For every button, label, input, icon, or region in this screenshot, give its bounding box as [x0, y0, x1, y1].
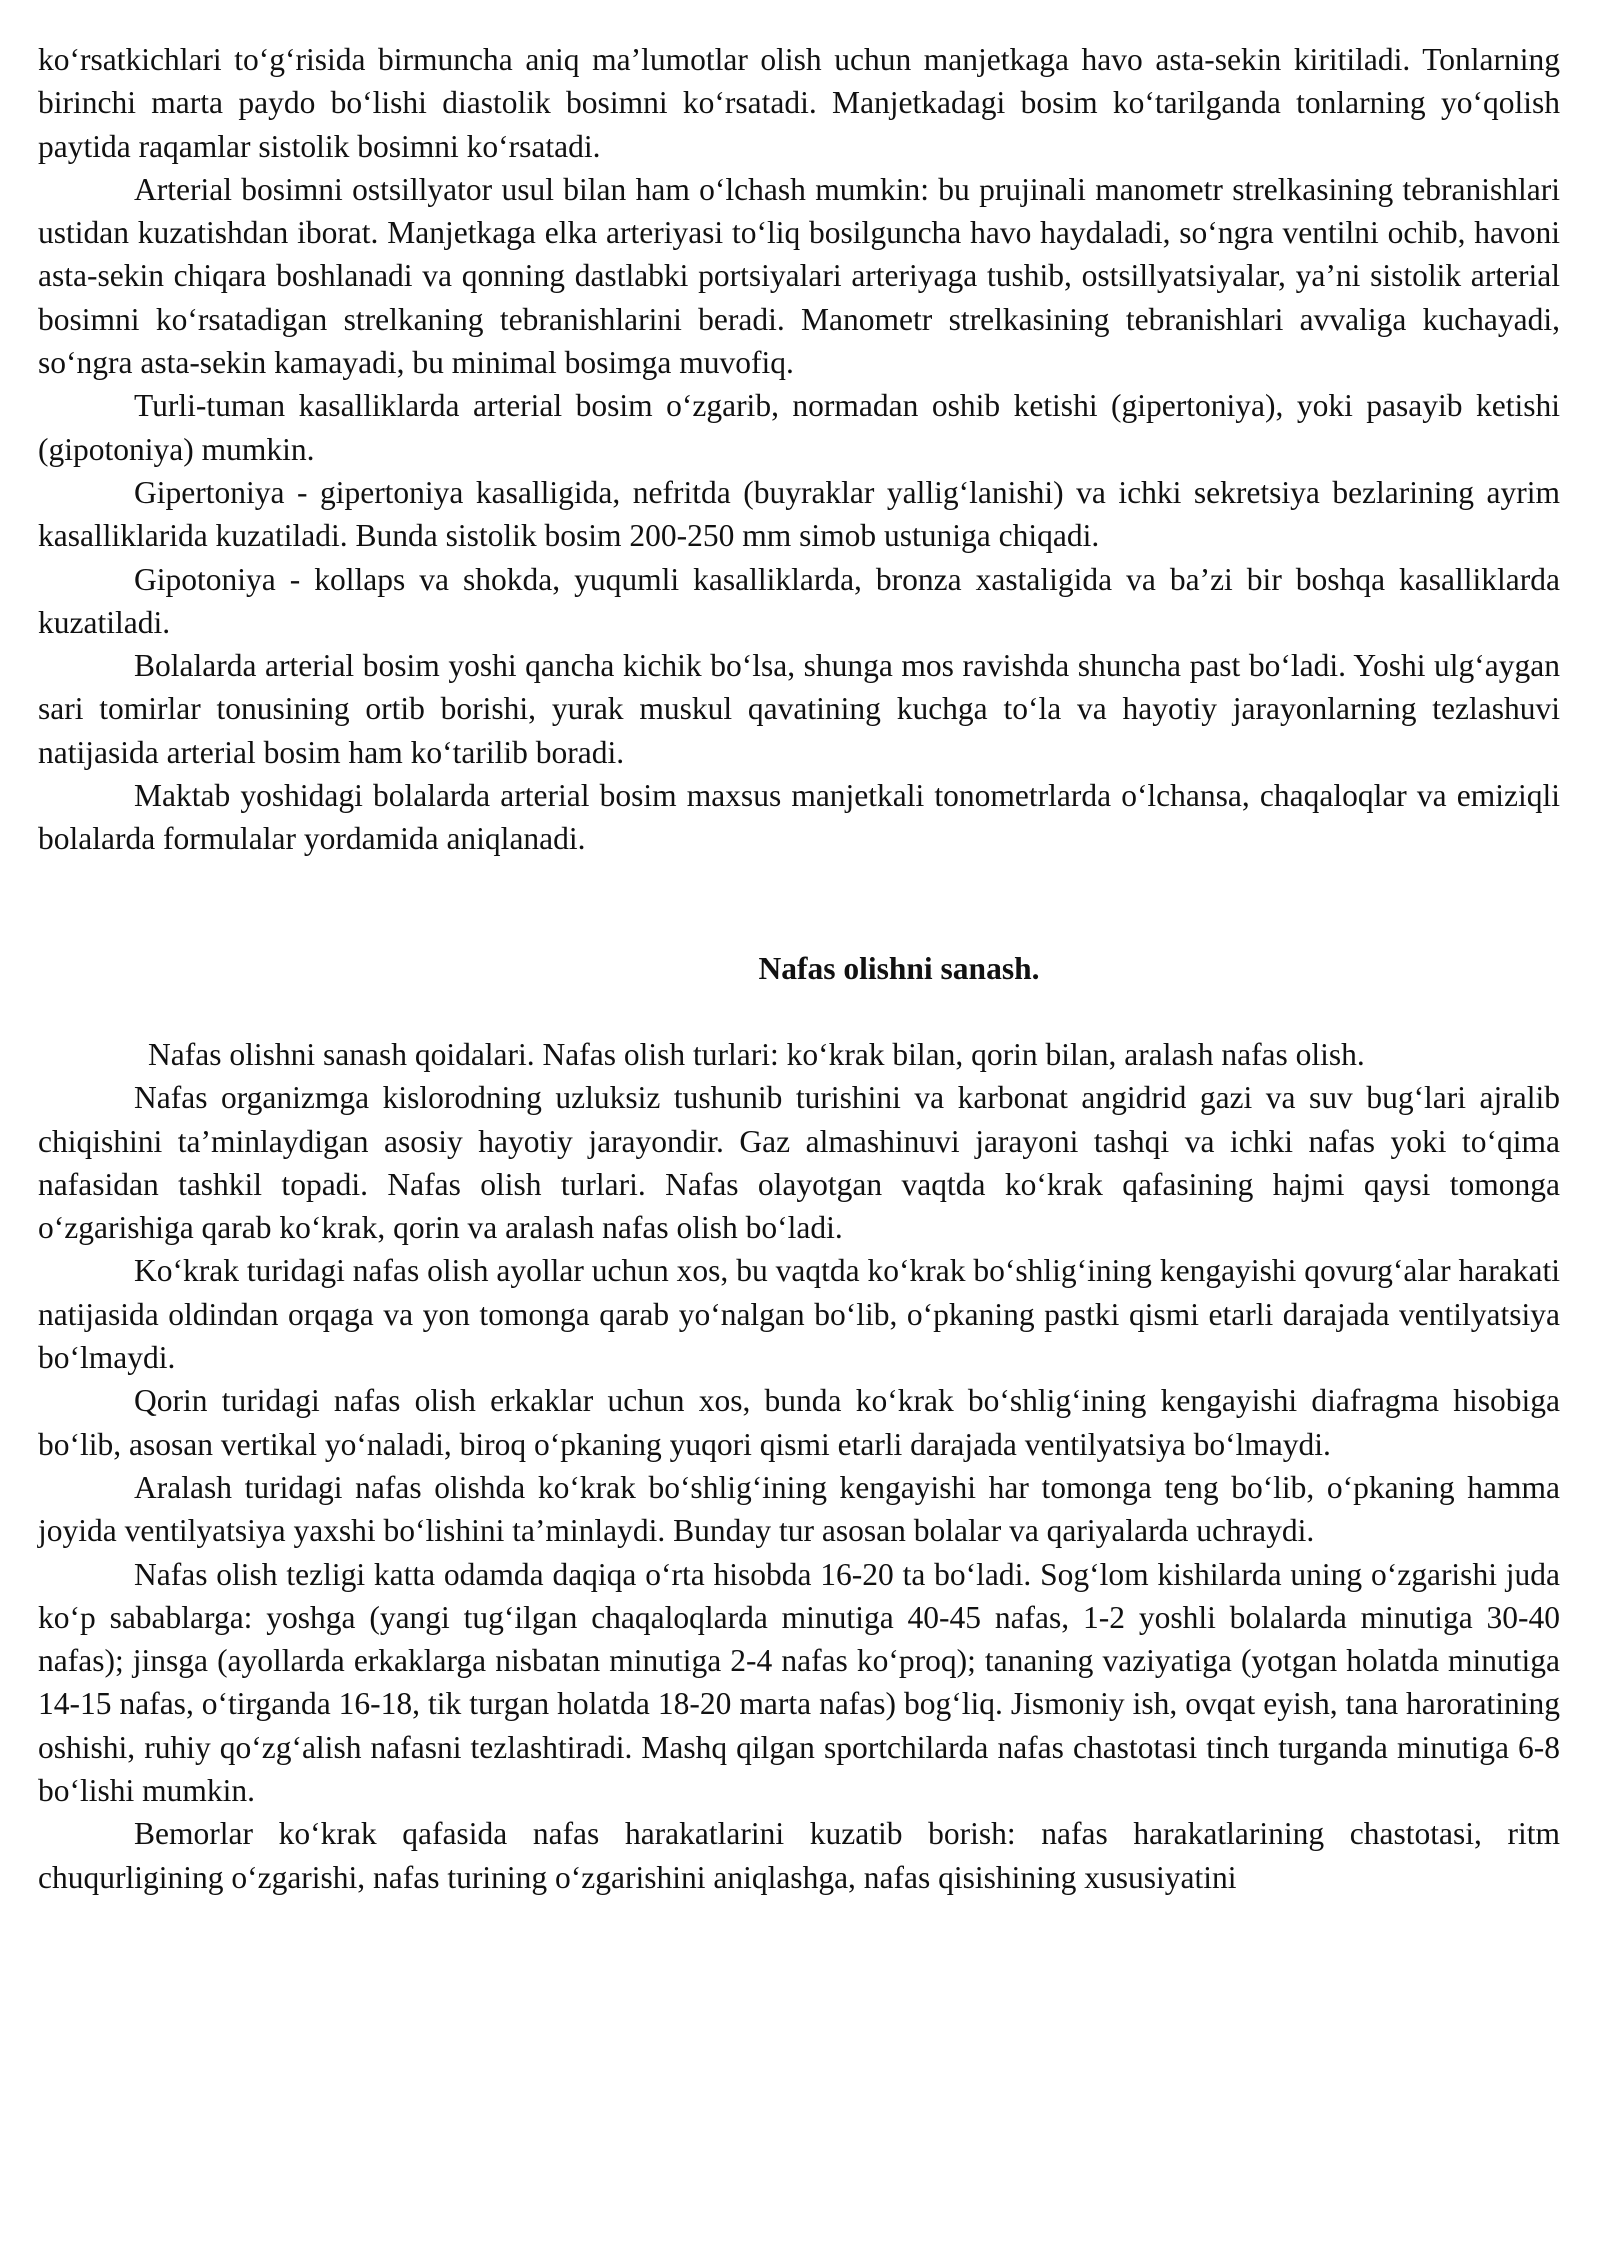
heading-spacer [38, 990, 1560, 1033]
paragraph-chest-breathing: Ko‘krak turidagi nafas olish ayollar uchun xos, bu vaqtda ko‘krak bo‘shlig‘ining kengayishi qovurg‘alar harakati natijasida oldindan orqaga va yon tomonga qarab yo‘nalgan bo‘lib, o‘pkaning pastki qismi etarli darajada ventilyatsiya bo‘lmaydi. [38, 1253, 1560, 1376]
paragraph-mixed-breathing: Aralash turidagi nafas olishda ko‘krak bo‘shlig‘ining kengayishi har tomonga teng bo‘lib, o‘pkaning hamma joyida ventilyatsiya yaxshi bo‘lishini ta’minlaydi. Bunday tur asosan bolalar va qariyalarda uchraydi. [38, 1469, 1560, 1549]
paragraph-counting-rules: Nafas olishni sanash qoidalari. Nafas olish turlari: ko‘krak bilan, qorin bilan, aralash nafas olish. [148, 1036, 1365, 1072]
paragraph-breathing-rate: Nafas olish tezligi katta odamda daqiqa o‘rta hisobda 16-20 ta bo‘ladi. Sog‘lom kishilarda uning o‘zgarishi juda ko‘p sabablarga: yoshga (yangi tug‘ilgan chaqaloqlarda minutiga 40-45 nafas, 1-2 yoshli bolalarda minutiga 30-40 nafas); jinsga (ayollarda erkaklarga nisbatan minutiga 2-4 nafas ko‘proq); tananing vaziyatiga (yotgan holatda minutiga 14-15 nafas, o‘tirganda 16-18, tik turgan holatda 18-20 marta nafas) bog‘liq. Jismoniy ish, ovqat eyish, tana haroratining oshishi, ruhiy qo‘zg‘alish nafasni tezlashtiradi. Mashq qilgan sportchilarda nafas chastotasi tinch turganda minutiga 6-8 bo‘lishi mumkin. [38, 1556, 1560, 1808]
paragraph-breathing-definition: Nafas organizmga kislorodning uzluksiz tushunib turishini va karbonat angidrid gazi va suv bug‘lari ajralib chiqishini ta’minlaydigan asosiy hayotiy jarayondir. Gaz almashinuvi jarayoni tashqi va ichki nafas yoki to‘qima nafasidan tashkil topadi. Nafas olish turlari. Nafas olayotgan vaqtda ko‘krak qafasining hajmi qaysi tomonga o‘zgarishiga qarab ko‘krak, qorin va aralash nafas olish bo‘ladi. [38, 1080, 1560, 1246]
section-spacer [38, 861, 1560, 947]
paragraph-patient-observation: Bemorlar ko‘krak qafasida nafas harakatlarini kuzatib borish: nafas harakatlarining chastotasi, ritm chuqurligining o‘zgarishi, nafas turining o‘zgarishini aniqlashga, nafas qisishining xususiyatini [38, 1816, 1560, 1895]
paragraph-abdominal-breathing: Qorin turidagi nafas olish erkaklar uchun xos, bunda ko‘krak bo‘shlig‘ining kengayishi diafragma hisobiga bo‘lib, asosan vertikal yo‘naladi, biroq o‘pkaning yuqori qismi etarli darajada ventilyatsiya bo‘lmaydi. [38, 1383, 1560, 1462]
paragraph-school-children: Maktab yoshidagi bolalarda arterial bosim maxsus manjetkali tonometrlarda o‘lchansa, chaqaloqlar va emiziqli bolalarda formulalar yordamida aniqlanadi. [38, 778, 1560, 857]
paragraph-children-pressure: Bolalarda arterial bosim yoshi qancha kichik bo‘lsa, shunga mos ravishda shuncha past bo‘ladi. Yoshi ulg‘aygan sari tomirlar tonusining ortib borishi, yurak muskul qavatining kuchga to‘la va hayotiy jarayonlarning tezlashuvi natijasida arterial bosim ham ko‘tarilib boradi. [38, 648, 1560, 770]
document-page [38, 38, 1560, 1899]
section-heading: Nafas olishni sanash. [758, 950, 1040, 986]
paragraph-hypertension: Gipertoniya - gipertoniya kasalligida, nefritda (buyraklar yallig‘lanishi) va ichki sekretsiya bezlarining ayrim kasalliklarida kuzatiladi. Bunda sistolik bosim 200-250 mm simob ustuniga chiqadi. [38, 474, 1560, 554]
paragraph-pressure-changes: Turli-tuman kasalliklarda arterial bosim o‘zgarib, normadan oshib ketishi (gipertoniya), yoki pasayib ketishi (gipotoniya) mumkin. [38, 388, 1560, 467]
paragraph-hypotension: Gipotoniya - kollaps va shokda, yuqumli kasalliklarda, bronza xastaligida va ba’zi bir boshqa kasalliklarda kuzatiladi. [38, 561, 1560, 640]
paragraph-continuation: ko‘rsatkichlari to‘g‘risida birmuncha aniq ma’lumotlar olish uchun manjetkaga havo asta-sekin kiritiladi. Tonlarning birinchi marta paydo bo‘lishi diastolik bosimni ko‘rsatadi. Manjetkadagi bosim ko‘tarilganda tonlarning yo‘qolish paytida raqamlar sistolik bosimni ko‘rsatadi. [38, 42, 1560, 164]
paragraph-oscillator-method: Arterial bosimni ostsillyator usul bilan ham o‘lchash mumkin: bu prujinali manometr strelkasining tebranishlari ustidan kuzatishdan iborat. Manjetkaga elka arteriyasi to‘liq bosilguncha havo haydaladi, so‘ngra ventilni ochib, havoni asta-sekin chiqara boshlanadi va qonning dastlabki portsiyalari arteriyaga tushib, ostsillyatsiyalar, ya’ni sistolik arterial bosimni ko‘rsatadigan strelkaning tebranishlarini beradi. Manometr strelkasining tebranishlari avvaliga kuchayadi, so‘ngra asta-sekin kamayadi, bu minimal bosimga muvofiq. [38, 171, 1560, 381]
